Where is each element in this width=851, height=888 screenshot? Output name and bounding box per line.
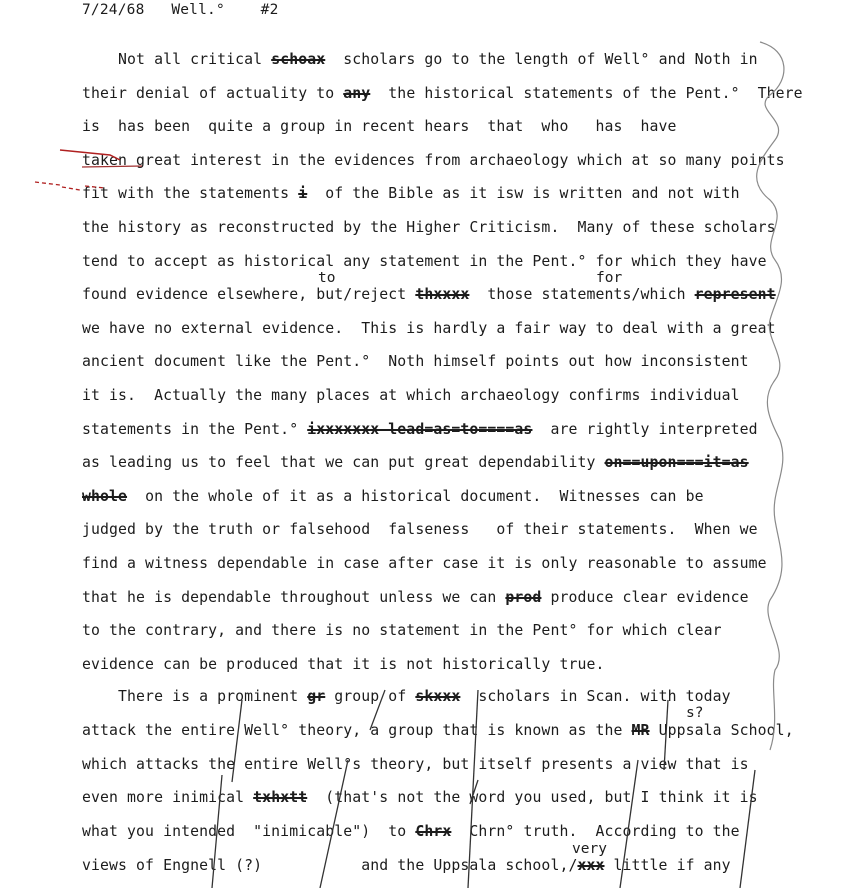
typed-text: scholars in Scan. with today (460, 688, 731, 705)
text-line (82, 421, 758, 439)
text-line (82, 722, 794, 740)
struck-text: xxx (577, 857, 605, 874)
interlinear-to: to (318, 270, 336, 286)
struck-text: on==upon===it=as (604, 454, 749, 472)
header-date: 7/24/68 (82, 2, 145, 18)
typed-text: is has been quite a group in recent hears that who has have (82, 118, 677, 136)
struck-text: txhxtt (253, 789, 308, 807)
typed-text: fit with the statements (82, 185, 299, 203)
struck-text: skxxx (415, 688, 461, 705)
struck-text: represent (694, 286, 776, 304)
text-line (82, 756, 749, 774)
typed-text: scholars go to the length of Well° and Noth in (325, 51, 758, 68)
text-line (82, 286, 776, 304)
text-line (82, 521, 758, 539)
typed-text: the history as reconstructed by the Higher Criticism. Many of these scholars (82, 219, 776, 236)
typed-text: we have no external evidence. This is hardly a fair way to deal with a great (82, 319, 776, 337)
typed-text: views of Engnell (?) and the Uppsala school,/ (82, 857, 578, 874)
struck-text: MR (631, 721, 650, 739)
text-line (82, 85, 803, 103)
interlinear-s: s? (686, 705, 704, 721)
header-author: Well.° (171, 2, 225, 18)
typed-text: of the Bible as it isw is written and not with (307, 185, 740, 203)
typed-text: ancient document like the Pent.° Noth himself points out how inconsistent (82, 353, 749, 371)
text-line (82, 219, 776, 237)
text-line (82, 118, 677, 136)
text-line (82, 185, 740, 203)
typed-text: it is. Actually the many places at which archaeology confirms individual (82, 387, 740, 404)
struck-text: i (298, 185, 308, 203)
typed-text: (that's not the word you used, but I think it is (307, 789, 758, 807)
typed-text: tend to accept as historical any statement in the Pent.° for which they have (82, 252, 767, 270)
struck-text: ixxxxxxx lead=as=to====as (307, 420, 533, 438)
typed-text: little if any (604, 857, 731, 874)
typed-text: on the whole of it as a historical document. Witnesses can be (127, 487, 704, 505)
typed-text: those statements/which (469, 286, 695, 304)
text-line (82, 688, 731, 706)
interlinear-for: for (596, 270, 623, 286)
struck-text: gr (307, 688, 326, 705)
typed-text: even more inimical (82, 789, 254, 807)
slash-8 (740, 770, 755, 888)
text-line (82, 152, 785, 170)
text-line (82, 454, 749, 472)
typed-text: Not all critical (82, 51, 272, 68)
struck-text: thxxxx (415, 286, 470, 304)
struck-text: schoax (271, 51, 326, 68)
typed-text: taken great interest in the evidences from archaeology which at so many points (82, 151, 785, 169)
text-line (82, 387, 740, 405)
typed-text: evidence can be produced that it is not historically true. (82, 655, 605, 673)
typed-text: attack the entire Well° theory, a group that is known as the (82, 721, 632, 739)
typed-text: which attacks the entire Well°s theory, but itself presents a view that is (82, 755, 749, 773)
text-line (82, 51, 758, 69)
typed-text: There is a prominent (82, 688, 308, 705)
page-header (82, 2, 279, 18)
text-line (82, 488, 704, 506)
typed-text: are rightly interpreted (532, 420, 758, 438)
text-line (82, 789, 758, 807)
struck-text: prod (505, 588, 542, 606)
typed-text: as leading us to feel that we can put great dependability (82, 454, 605, 472)
typed-text: that he is dependable throughout unless we can (82, 588, 506, 606)
text-line (82, 622, 722, 640)
typed-text: their denial of actuality to (82, 84, 344, 102)
struck-text: whole (82, 487, 128, 505)
struck-text: any (343, 84, 371, 102)
margin-wavy-line (757, 42, 784, 750)
text-line (82, 353, 749, 371)
typed-text: Chrn° truth. According to the (451, 823, 740, 841)
text-line (82, 320, 776, 338)
typed-text: Uppsala School, (649, 721, 794, 739)
typed-text: the historical statements of the Pent.° There (370, 84, 803, 102)
struck-text: Chrx (415, 823, 452, 841)
typed-text: group of (325, 688, 416, 705)
text-line (82, 656, 605, 674)
header-number: #2 (260, 2, 279, 18)
typed-text: judged by the truth or falsehood falseness of their statements. When we (82, 521, 758, 539)
interlinear-very: very (572, 841, 607, 857)
text-line (82, 253, 767, 271)
text-line (82, 555, 767, 573)
typed-text: produce clear evidence (541, 588, 749, 606)
typed-text: statements in the Pent.° (82, 420, 308, 438)
typed-text: what you intended "inimicable") to (82, 823, 416, 841)
text-line (82, 857, 731, 875)
text-line (82, 823, 740, 841)
text-line (82, 589, 749, 607)
typed-text: to the contrary, and there is no statement in the Pent° for which clear (82, 622, 722, 640)
typed-text: found evidence elsewhere, but/reject (82, 286, 416, 304)
typed-text: find a witness dependable in case after case it is only reasonable to assume (82, 555, 767, 572)
